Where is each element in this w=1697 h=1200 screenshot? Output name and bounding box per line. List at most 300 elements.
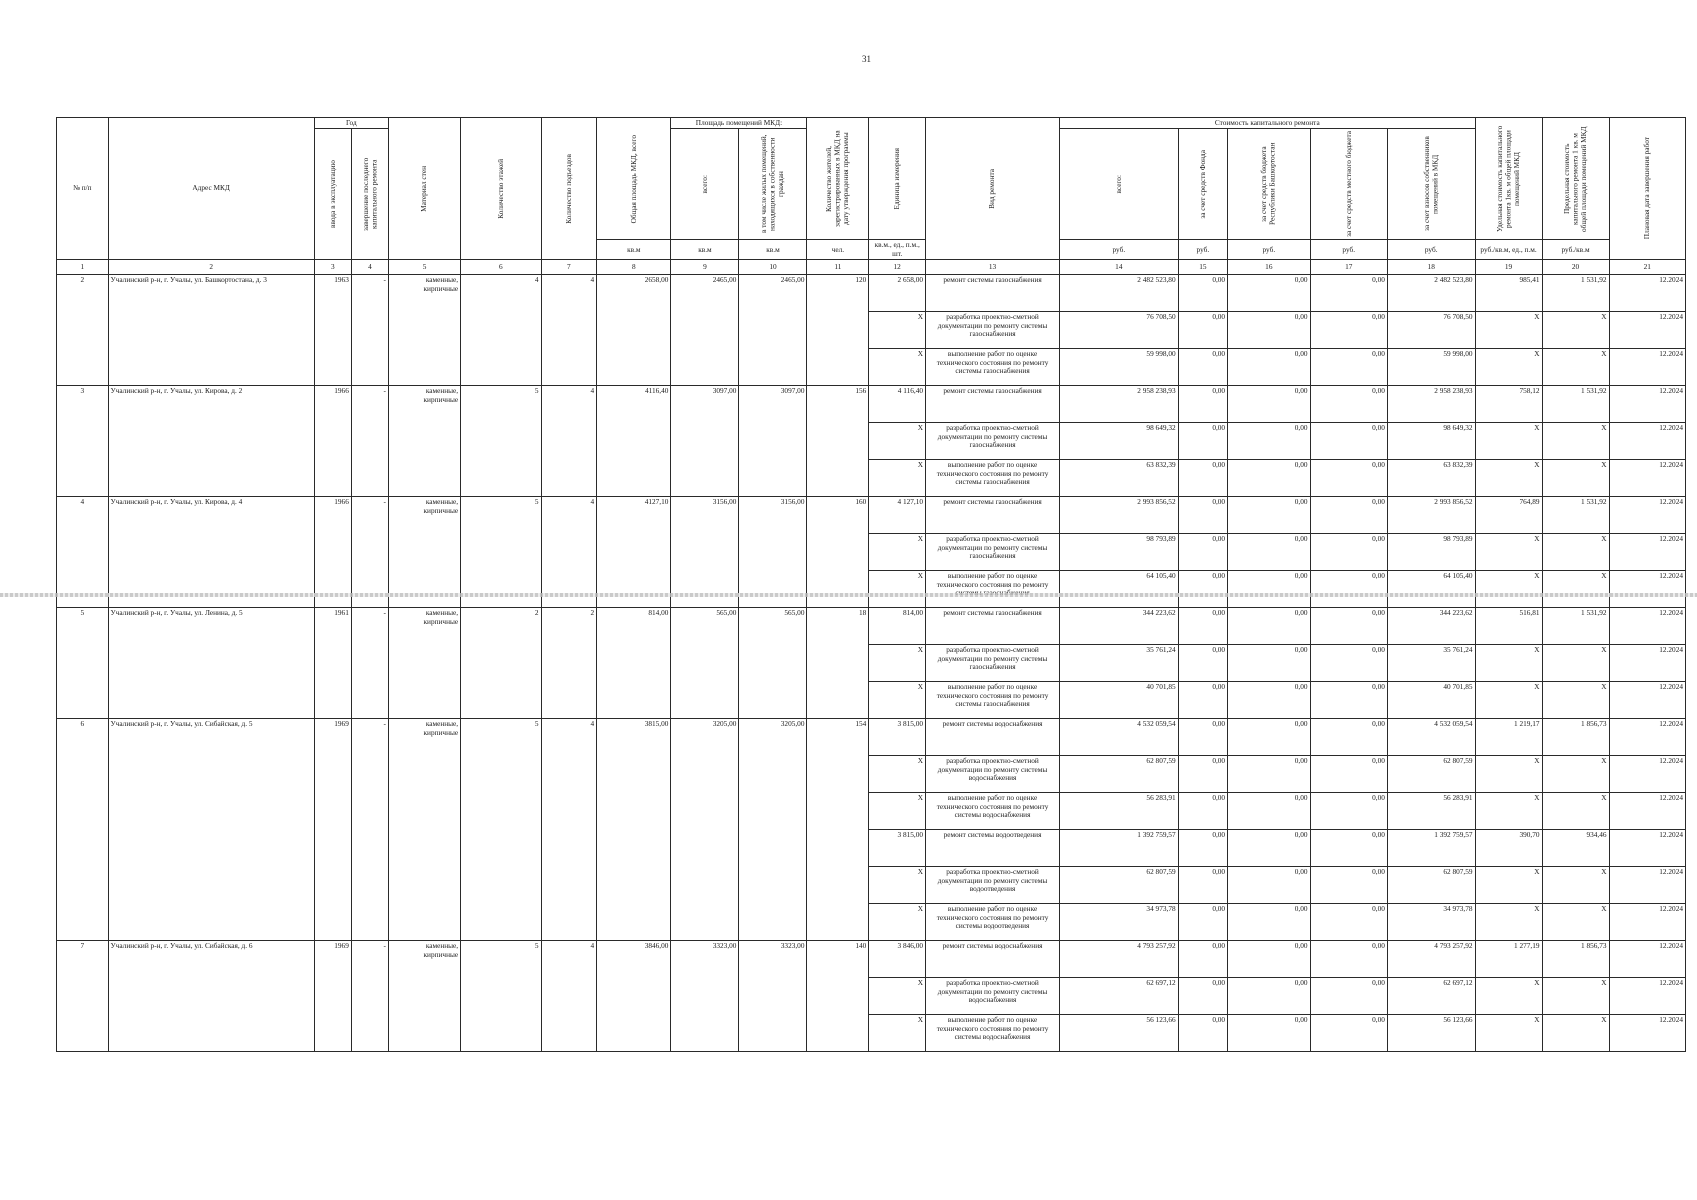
col-no-header: № п/п: [57, 118, 109, 260]
cell-cost-fund: 0,00: [1178, 941, 1227, 978]
col-premises-total-header: всего:: [671, 129, 739, 240]
cell-total-area: 4127,10: [597, 497, 671, 608]
cell-entrances: 4: [541, 719, 597, 941]
cell-planned-date: 12.2024: [1609, 904, 1685, 941]
cell-planned-date: 12.2024: [1609, 978, 1685, 1015]
cell-planned-date: 12.2024: [1609, 793, 1685, 830]
cell-no: 3: [57, 386, 109, 497]
cell-work-type: разработка проектно-сметной документации по ремонту системы газоснабжения: [926, 534, 1060, 571]
cell-quantity: 3 846,00: [869, 941, 926, 978]
cell-premises-total: 3205,00: [671, 719, 739, 941]
cell-limit-cost: 1 531,92: [1542, 386, 1609, 423]
cell-planned-date: 12.2024: [1609, 719, 1685, 756]
cell-cost-owners: 35 761,24: [1387, 645, 1475, 682]
cell-cost-total: 59 998,00: [1060, 349, 1179, 386]
cell-cost-owners: 56 123,66: [1387, 1015, 1475, 1052]
cell-residents: 140: [807, 941, 869, 1052]
cell-cost-total: 40 701,85: [1060, 682, 1179, 719]
cell-planned-date: 12.2024: [1609, 460, 1685, 497]
cell-premises-incl: 2465,00: [739, 275, 807, 386]
cell-cost-republic: 0,00: [1228, 386, 1310, 423]
cell-cost-republic: 0,00: [1228, 497, 1310, 534]
cell-limit-cost: X: [1542, 460, 1609, 497]
cell-work-type: выполнение работ по оценке технического состояния по ремонту: [926, 571, 1060, 608]
cell-floors: 2: [461, 608, 541, 719]
cell-no: 2: [57, 275, 109, 386]
cell-cost-republic: 0,00: [1228, 645, 1310, 682]
cell-planned-date: 12.2024: [1609, 830, 1685, 867]
repair-program-table: [56, 117, 1686, 1052]
cell-cost-owners: 4 793 257,92: [1387, 941, 1475, 978]
cell-cost-local: 0,00: [1310, 571, 1387, 608]
cell-address: Учалинский р-н, г. Учалы, ул. Сибайская, д. 5: [108, 719, 314, 941]
scan-artifact-line: [0, 593, 1697, 597]
cell-cost-total: 34 973,78: [1060, 904, 1179, 941]
cell-cost-republic: 0,00: [1228, 830, 1310, 867]
cell-cost-total: 64 105,40: [1060, 571, 1179, 608]
cell-material: каменные, кирпичные: [388, 941, 460, 1052]
cell-cost-fund: 0,00: [1178, 275, 1227, 312]
cell-floors: 5: [461, 497, 541, 608]
cell-cost-total: 1 392 759,57: [1060, 830, 1179, 867]
cell-work-type: выполнение работ по оценке технического состояния по ремонту системы газоснабжения: [926, 460, 1060, 497]
cell-no: 4: [57, 497, 109, 608]
cell-floors: 4: [461, 275, 541, 386]
col-date-header: Плановая дата завершения работ: [1609, 118, 1685, 260]
cell-limit-cost: X: [1542, 682, 1609, 719]
cell-address: Учалинский р-н, г. Учалы, ул. Ленина, д. 5: [108, 608, 314, 719]
cell-last-repair: -: [351, 497, 388, 608]
cell-specific-cost: 390,70: [1475, 830, 1542, 867]
col-cost-header: Стоимость капитального ремонта: [1060, 118, 1475, 129]
cell-cost-fund: 0,00: [1178, 386, 1227, 423]
cell-specific-cost: X: [1475, 867, 1542, 904]
cell-specific-cost: X: [1475, 793, 1542, 830]
cell-quantity: 4 116,40: [869, 386, 926, 423]
cell-work-type: разработка проектно-сметной документации по ремонту системы газоснабжения: [926, 312, 1060, 349]
cell-work-type: ремонт системы газоснабжения: [926, 608, 1060, 645]
col-unit-header: Единица измерения: [869, 118, 926, 240]
cell-cost-total: 4 532 059,54: [1060, 719, 1179, 756]
cell-cost-republic: 0,00: [1228, 978, 1310, 1015]
cell-premises-incl: 3156,00: [739, 497, 807, 608]
cell-limit-cost: 1 531,92: [1542, 275, 1609, 312]
cell-material: каменные, кирпичные: [388, 497, 460, 608]
cell-work-type: ремонт системы газоснабжения: [926, 497, 1060, 534]
cell-cost-republic: 0,00: [1228, 682, 1310, 719]
cell-cost-owners: 34 973,78: [1387, 904, 1475, 941]
cell-total-area: 3815,00: [597, 719, 671, 941]
cell-entrances: 4: [541, 941, 597, 1052]
cell-cost-local: 0,00: [1310, 534, 1387, 571]
cell-work-type: выполнение работ по оценке технического состояния по ремонту системы водоснабжения: [926, 793, 1060, 830]
col-specific-cost-header: Удельная стоимость капитального ремонта 1кв. м общей площади помещений МКД: [1475, 118, 1542, 240]
cell-cost-total: 2 482 523,80: [1060, 275, 1179, 312]
table-row: [57, 497, 1686, 534]
cell-limit-cost: X: [1542, 645, 1609, 682]
cell-entrances: 4: [541, 275, 597, 386]
cell-cost-republic: 0,00: [1228, 312, 1310, 349]
cell-cost-total: 98 793,89: [1060, 534, 1179, 571]
cell-cost-owners: 2 482 523,80: [1387, 275, 1475, 312]
cell-total-area: 4116,40: [597, 386, 671, 497]
cell-entrances: 4: [541, 386, 597, 497]
cell-limit-cost: 1 856,73: [1542, 941, 1609, 978]
col-cost-total-header: всего:: [1060, 129, 1179, 240]
cell-cost-owners: 62 807,59: [1387, 867, 1475, 904]
cell-address: Учалинский р-н, г. Учалы, ул. Кирова, д. 4: [108, 497, 314, 608]
col-year-header: Год: [314, 118, 388, 129]
col-limit-cost-header: Предельная стоимость капитального ремонта 1 кв. м общей площади помещений МКД: [1542, 118, 1609, 240]
cell-cost-total: 4 793 257,92: [1060, 941, 1179, 978]
cell-work-type: ремонт системы водоснабжения: [926, 941, 1060, 978]
cell-planned-date: 12.2024: [1609, 534, 1685, 571]
cell-quantity: X: [869, 423, 926, 460]
cell-planned-date: 12.2024: [1609, 349, 1685, 386]
table-row: [57, 941, 1686, 978]
cell-work-type: ремонт системы водоотведения: [926, 830, 1060, 867]
cell-cost-local: 0,00: [1310, 941, 1387, 978]
cell-cost-local: 0,00: [1310, 312, 1387, 349]
cell-planned-date: 12.2024: [1609, 386, 1685, 423]
cell-quantity: X: [869, 571, 926, 608]
cell-limit-cost: X: [1542, 867, 1609, 904]
cell-limit-cost: X: [1542, 312, 1609, 349]
cell-entrances: 4: [541, 497, 597, 608]
cell-quantity: X: [869, 312, 926, 349]
cell-floors: 5: [461, 386, 541, 497]
cell-cost-local: 0,00: [1310, 497, 1387, 534]
cell-cost-republic: 0,00: [1228, 719, 1310, 756]
cell-work-type: ремонт системы газоснабжения: [926, 386, 1060, 423]
cell-material: каменные, кирпичные: [388, 608, 460, 719]
cell-cost-local: 0,00: [1310, 682, 1387, 719]
cell-cost-local: 0,00: [1310, 349, 1387, 386]
cell-cost-fund: 0,00: [1178, 460, 1227, 497]
cell-last-repair: -: [351, 608, 388, 719]
cell-quantity: 3 815,00: [869, 719, 926, 756]
cell-cost-local: 0,00: [1310, 460, 1387, 497]
cell-quantity: 4 127,10: [869, 497, 926, 534]
cell-quantity: X: [869, 756, 926, 793]
cell-cost-local: 0,00: [1310, 904, 1387, 941]
cell-total-area: 814,00: [597, 608, 671, 719]
units-row: кв.м кв.м кв.м чел. кв.м., ед., п.м., шт. руб. руб. руб. руб. руб. руб./кв.м, ед., п.м. руб./кв.м: [57, 240, 1686, 260]
cell-limit-cost: X: [1542, 793, 1609, 830]
cell-premises-total: 565,00: [671, 608, 739, 719]
cell-planned-date: 12.2024: [1609, 1015, 1685, 1052]
cell-last-repair: -: [351, 719, 388, 941]
cell-limit-cost: X: [1542, 423, 1609, 460]
cell-cost-fund: 0,00: [1178, 1015, 1227, 1052]
cell-year: 1969: [314, 719, 351, 941]
cell-material: каменные, кирпичные: [388, 275, 460, 386]
cell-premises-incl: 3323,00: [739, 941, 807, 1052]
col-floors-header: Количество этажей: [461, 118, 541, 260]
cell-specific-cost: 764,89: [1475, 497, 1542, 534]
cell-cost-fund: 0,00: [1178, 497, 1227, 534]
cell-address: Учалинский р-н, г. Учалы, ул. Сибайская, д. 6: [108, 941, 314, 1052]
cell-residents: 154: [807, 719, 869, 941]
cell-work-type: ремонт системы газоснабжения: [926, 275, 1060, 312]
cell-cost-fund: 0,00: [1178, 793, 1227, 830]
cell-residents: 156: [807, 386, 869, 497]
cell-cost-republic: 0,00: [1228, 423, 1310, 460]
cell-cost-total: 344 223,62: [1060, 608, 1179, 645]
cell-cost-local: 0,00: [1310, 608, 1387, 645]
cell-last-repair: -: [351, 941, 388, 1052]
cell-cost-fund: 0,00: [1178, 719, 1227, 756]
cell-cost-total: 76 708,50: [1060, 312, 1179, 349]
cell-planned-date: 12.2024: [1609, 608, 1685, 645]
cell-last-repair: -: [351, 386, 388, 497]
cell-no: 7: [57, 941, 109, 1052]
page-number: 31: [862, 54, 871, 64]
cell-cost-republic: 0,00: [1228, 1015, 1310, 1052]
cell-specific-cost: X: [1475, 1015, 1542, 1052]
cell-cost-republic: 0,00: [1228, 608, 1310, 645]
cell-cost-owners: 2 993 856,52: [1387, 497, 1475, 534]
cell-premises-incl: 3205,00: [739, 719, 807, 941]
cell-specific-cost: 1 219,17: [1475, 719, 1542, 756]
cell-cost-total: 56 123,66: [1060, 1015, 1179, 1052]
col-work-type-header: Вид ремонта: [926, 118, 1060, 260]
cell-residents: 160: [807, 497, 869, 608]
cell-cost-local: 0,00: [1310, 423, 1387, 460]
cell-cost-republic: 0,00: [1228, 460, 1310, 497]
cell-cost-local: 0,00: [1310, 386, 1387, 423]
cell-quantity: X: [869, 904, 926, 941]
cell-planned-date: 12.2024: [1609, 756, 1685, 793]
cell-year: 1963: [314, 275, 351, 386]
cell-cost-local: 0,00: [1310, 275, 1387, 312]
cell-cost-owners: 344 223,62: [1387, 608, 1475, 645]
cell-work-type: разработка проектно-сметной документации по ремонту системы газоснабжения: [926, 423, 1060, 460]
cell-limit-cost: X: [1542, 756, 1609, 793]
cell-planned-date: 12.2024: [1609, 941, 1685, 978]
cell-material: каменные, кирпичные: [388, 386, 460, 497]
cell-cost-republic: 0,00: [1228, 867, 1310, 904]
cell-material: каменные, кирпичные: [388, 719, 460, 941]
cell-specific-cost: 758,12: [1475, 386, 1542, 423]
col-year-last-header: завершение последнего капитального ремонта: [351, 129, 388, 260]
cell-limit-cost: X: [1542, 1015, 1609, 1052]
cell-limit-cost: 1 856,73: [1542, 719, 1609, 756]
cell-cost-owners: 98 649,32: [1387, 423, 1475, 460]
cell-limit-cost: X: [1542, 534, 1609, 571]
cell-cost-republic: 0,00: [1228, 534, 1310, 571]
column-number-row: 1 2 3 4 5 6 7 8 9 10 11 12 13 14 15 16 17 18 19 20 21: [57, 260, 1686, 275]
cell-cost-owners: 64 105,40: [1387, 571, 1475, 608]
col-premises-incl-header: в том числе жилых помещений, находящихся в собственности граждан: [739, 129, 807, 240]
cell-cost-total: 63 832,39: [1060, 460, 1179, 497]
cell-year: 1969: [314, 941, 351, 1052]
cell-total-area: 3846,00: [597, 941, 671, 1052]
cell-specific-cost: X: [1475, 682, 1542, 719]
cell-limit-cost: X: [1542, 349, 1609, 386]
cell-work-type: выполнение работ по оценке технического состояния по ремонту системы водоотведения: [926, 904, 1060, 941]
cell-specific-cost: X: [1475, 312, 1542, 349]
col-residents-header: Количество жителей, зарегистрированных в МКД на дату утверждения программы: [807, 118, 869, 240]
table-header: [57, 118, 1686, 275]
cell-limit-cost: 1 531,92: [1542, 497, 1609, 534]
table-body: [57, 275, 1686, 1052]
cell-cost-owners: 1 392 759,57: [1387, 830, 1475, 867]
cell-specific-cost: 985,41: [1475, 275, 1542, 312]
cell-cost-fund: 0,00: [1178, 534, 1227, 571]
cell-cost-fund: 0,00: [1178, 867, 1227, 904]
cell-cost-total: 62 807,59: [1060, 867, 1179, 904]
cell-cost-total: 62 697,12: [1060, 978, 1179, 1015]
cell-floors: 5: [461, 719, 541, 941]
cell-work-type: разработка проектно-сметной документации по ремонту системы водоотведения: [926, 867, 1060, 904]
cell-quantity: X: [869, 534, 926, 571]
cell-cost-total: 56 283,91: [1060, 793, 1179, 830]
cell-planned-date: 12.2024: [1609, 275, 1685, 312]
cell-planned-date: 12.2024: [1609, 571, 1685, 608]
col-entrances-header: Количество подъездов: [541, 118, 597, 260]
cell-limit-cost: X: [1542, 978, 1609, 1015]
cell-specific-cost: 516,81: [1475, 608, 1542, 645]
cell-cost-owners: 62 697,12: [1387, 978, 1475, 1015]
cell-premises-total: 3156,00: [671, 497, 739, 608]
cell-cost-local: 0,00: [1310, 793, 1387, 830]
cell-premises-total: 2465,00: [671, 275, 739, 386]
cell-specific-cost: X: [1475, 978, 1542, 1015]
cell-work-type: разработка проектно-сметной документации по ремонту системы водоснабжения: [926, 978, 1060, 1015]
cell-floors: 5: [461, 941, 541, 1052]
cell-work-type: выполнение работ по оценке технического состояния по ремонту системы водоснабжения: [926, 1015, 1060, 1052]
cell-cost-republic: 0,00: [1228, 349, 1310, 386]
table-row: [57, 719, 1686, 756]
cell-cost-owners: 2 958 238,93: [1387, 386, 1475, 423]
cell-specific-cost: X: [1475, 349, 1542, 386]
cell-cost-fund: 0,00: [1178, 978, 1227, 1015]
col-cost-fund-header: за счет средств Фонда: [1178, 129, 1227, 240]
cell-quantity: 3 815,00: [869, 830, 926, 867]
cell-planned-date: 12.2024: [1609, 497, 1685, 534]
cell-cost-republic: 0,00: [1228, 756, 1310, 793]
cell-cost-owners: 63 832,39: [1387, 460, 1475, 497]
cell-cost-owners: 76 708,50: [1387, 312, 1475, 349]
cell-cost-total: 2 958 238,93: [1060, 386, 1179, 423]
cell-cost-republic: 0,00: [1228, 571, 1310, 608]
cell-cost-local: 0,00: [1310, 645, 1387, 682]
cell-cost-fund: 0,00: [1178, 312, 1227, 349]
cell-quantity: X: [869, 793, 926, 830]
cell-cost-total: 2 993 856,52: [1060, 497, 1179, 534]
cell-planned-date: 12.2024: [1609, 423, 1685, 460]
cell-no: 6: [57, 719, 109, 941]
col-total-area-header: Общая площадь МКД, всего: [597, 118, 671, 240]
cell-cost-fund: 0,00: [1178, 571, 1227, 608]
cell-premises-total: 3323,00: [671, 941, 739, 1052]
cell-residents: 120: [807, 275, 869, 386]
col-premises-header: Площадь помещений МКД:: [671, 118, 807, 129]
cell-year: 1961: [314, 608, 351, 719]
cell-cost-owners: 62 807,59: [1387, 756, 1475, 793]
cell-cost-local: 0,00: [1310, 978, 1387, 1015]
cell-cost-local: 0,00: [1310, 867, 1387, 904]
cell-quantity: 814,00: [869, 608, 926, 645]
cell-specific-cost: 1 277,19: [1475, 941, 1542, 978]
col-cost-local-header: за счет средств местного бюджета: [1310, 129, 1387, 240]
cell-cost-total: 35 761,24: [1060, 645, 1179, 682]
cell-work-type: разработка проектно-сметной документации по ремонту системы газоснабжения: [926, 645, 1060, 682]
cell-cost-fund: 0,00: [1178, 682, 1227, 719]
cell-limit-cost: X: [1542, 571, 1609, 608]
cell-year: 1966: [314, 497, 351, 608]
cell-limit-cost: X: [1542, 904, 1609, 941]
cell-quantity: X: [869, 1015, 926, 1052]
table-row: [57, 275, 1686, 312]
cell-residents: 18: [807, 608, 869, 719]
cell-limit-cost: 1 531,92: [1542, 608, 1609, 645]
cell-quantity: X: [869, 460, 926, 497]
cell-specific-cost: X: [1475, 423, 1542, 460]
col-cost-republic-header: за счет средств бюджета Республики Башкортостан: [1228, 129, 1310, 240]
cell-specific-cost: X: [1475, 571, 1542, 608]
cell-no: 5: [57, 608, 109, 719]
cell-address: Учалинский р-н, г. Учалы, ул. Кирова, д. 2: [108, 386, 314, 497]
col-address-header: Адрес МКД: [108, 118, 314, 260]
cell-quantity: X: [869, 349, 926, 386]
col-year-commission-header: ввода в эксплуатацию: [314, 129, 351, 260]
cell-premises-incl: 3097,00: [739, 386, 807, 497]
cell-cost-owners: 56 283,91: [1387, 793, 1475, 830]
cell-cost-fund: 0,00: [1178, 349, 1227, 386]
cell-work-type: выполнение работ по оценке технического состояния по ремонту системы газоснабжения: [926, 349, 1060, 386]
cell-entrances: 2: [541, 608, 597, 719]
cell-planned-date: 12.2024: [1609, 682, 1685, 719]
cell-premises-incl: 565,00: [739, 608, 807, 719]
cell-work-type: ремонт системы водоснабжения: [926, 719, 1060, 756]
cell-work-type: выполнение работ по оценке технического состояния по ремонту системы газоснабжения: [926, 682, 1060, 719]
cell-planned-date: 12.2024: [1609, 867, 1685, 904]
col-cost-owners-header: за счет взносов собственников помещений в МКД: [1387, 129, 1475, 240]
cell-cost-owners: 98 793,89: [1387, 534, 1475, 571]
cell-specific-cost: X: [1475, 904, 1542, 941]
cell-cost-owners: 40 701,85: [1387, 682, 1475, 719]
cell-cost-republic: 0,00: [1228, 793, 1310, 830]
cell-cost-fund: 0,00: [1178, 608, 1227, 645]
cell-cost-local: 0,00: [1310, 830, 1387, 867]
cell-work-type: разработка проектно-сметной документации по ремонту системы водоснабжения: [926, 756, 1060, 793]
cell-address: Учалинский р-н, г. Учалы, ул. Башкортостана, д. 3: [108, 275, 314, 386]
cell-total-area: 2658,00: [597, 275, 671, 386]
col-material-header: Материал стен: [388, 118, 460, 260]
cell-specific-cost: X: [1475, 460, 1542, 497]
cell-specific-cost: X: [1475, 756, 1542, 793]
cell-cost-fund: 0,00: [1178, 423, 1227, 460]
cell-quantity: X: [869, 682, 926, 719]
cell-cost-republic: 0,00: [1228, 941, 1310, 978]
cell-cost-fund: 0,00: [1178, 830, 1227, 867]
cell-limit-cost: 934,46: [1542, 830, 1609, 867]
cell-planned-date: 12.2024: [1609, 645, 1685, 682]
cell-cost-total: 62 807,59: [1060, 756, 1179, 793]
cell-quantity: X: [869, 867, 926, 904]
cell-year: 1966: [314, 386, 351, 497]
cell-quantity: 2 658,00: [869, 275, 926, 312]
cell-cost-local: 0,00: [1310, 756, 1387, 793]
cell-cost-local: 0,00: [1310, 1015, 1387, 1052]
cell-cost-total: 98 649,32: [1060, 423, 1179, 460]
cell-cost-local: 0,00: [1310, 719, 1387, 756]
cell-cost-fund: 0,00: [1178, 904, 1227, 941]
cell-cost-fund: 0,00: [1178, 756, 1227, 793]
cell-quantity: X: [869, 645, 926, 682]
